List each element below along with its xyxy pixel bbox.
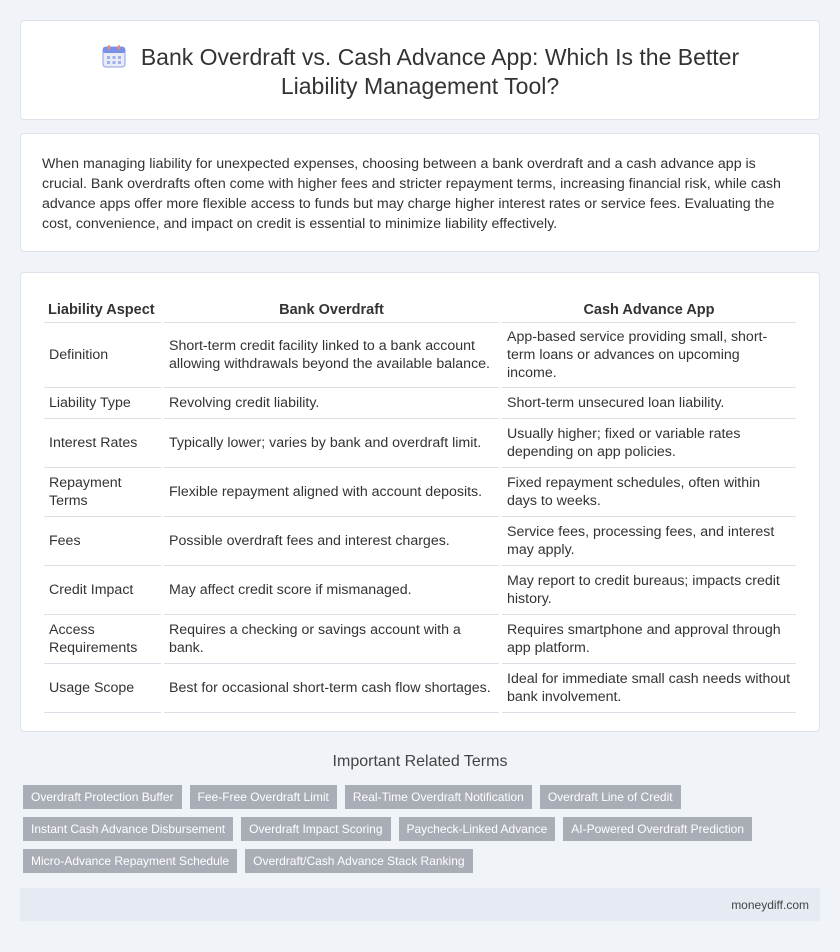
calendar-icon xyxy=(101,43,127,69)
tag-paycheck-linked-advance[interactable]: Paycheck-Linked Advance xyxy=(399,817,556,841)
footer-site[interactable]: moneydiff.com xyxy=(731,898,809,912)
row-bank-overdraft: Short-term credit facility linked to a bank account allowing withdrawals beyond the available balance. xyxy=(164,323,499,388)
row-bank-overdraft: Best for occasional short-term cash flow shortages. xyxy=(164,664,499,713)
tag-instant-cash-advance-disbursement[interactable]: Instant Cash Advance Disbursement xyxy=(23,817,233,841)
row-cash-advance-app: May report to credit bureaus; impacts credit history. xyxy=(502,566,796,615)
tag-overdraft-line-of-credit[interactable]: Overdraft Line of Credit xyxy=(540,785,681,809)
tag-row xyxy=(23,785,803,809)
table-header-row xyxy=(44,293,796,323)
related-terms-tags xyxy=(23,785,803,881)
related-terms-title: Important Related Terms xyxy=(332,753,508,770)
row-aspect: Definition xyxy=(44,323,161,388)
header-bank-overdraft: Bank Overdraft xyxy=(164,293,499,323)
comparison-table xyxy=(41,293,799,713)
row-bank-overdraft: Flexible repayment aligned with account deposits. xyxy=(164,468,499,517)
table-row xyxy=(44,517,796,566)
tag-overdraft-cash-advance-stack-ranking[interactable]: Overdraft/Cash Advance Stack Ranking xyxy=(245,849,472,873)
row-cash-advance-app: Requires smartphone and approval through app platform. xyxy=(502,615,796,664)
comparison-table-card xyxy=(20,272,820,732)
row-bank-overdraft: Revolving credit liability. xyxy=(164,388,499,419)
table-row xyxy=(44,323,796,388)
tag-row xyxy=(23,849,803,873)
tag-ai-powered-overdraft-prediction[interactable]: AI-Powered Overdraft Prediction xyxy=(563,817,752,841)
row-bank-overdraft: Requires a checking or savings account with a bank. xyxy=(164,615,499,664)
row-aspect: Access Requirements xyxy=(44,615,161,664)
tag-micro-advance-repayment-schedule[interactable]: Micro-Advance Repayment Schedule xyxy=(23,849,237,873)
row-aspect: Fees xyxy=(44,517,161,566)
table-row xyxy=(44,664,796,713)
tag-row xyxy=(23,817,803,841)
page-title-container xyxy=(21,43,819,101)
row-aspect: Liability Type xyxy=(44,388,161,419)
row-cash-advance-app: Fixed repayment schedules, often within days to weeks. xyxy=(502,468,796,517)
row-cash-advance-app: Short-term unsecured loan liability. xyxy=(502,388,796,419)
table-row xyxy=(44,419,796,468)
row-cash-advance-app: Service fees, processing fees, and interest may apply. xyxy=(502,517,796,566)
row-cash-advance-app: Ideal for immediate small cash needs without bank involvement. xyxy=(502,664,796,713)
header-liability-aspect: Liability Aspect xyxy=(44,293,161,323)
row-bank-overdraft: Possible overdraft fees and interest charges. xyxy=(164,517,499,566)
row-aspect: Interest Rates xyxy=(44,419,161,468)
header-cash-advance-app: Cash Advance App xyxy=(502,293,796,323)
row-cash-advance-app: Usually higher; fixed or variable rates depending on app policies. xyxy=(502,419,796,468)
table-row xyxy=(44,566,796,615)
tag-overdraft-protection-buffer[interactable]: Overdraft Protection Buffer xyxy=(23,785,182,809)
row-bank-overdraft: Typically lower; varies by bank and overdraft limit. xyxy=(164,419,499,468)
row-aspect: Repayment Terms xyxy=(44,468,161,517)
tag-real-time-overdraft-notification[interactable]: Real-Time Overdraft Notification xyxy=(345,785,532,809)
row-cash-advance-app: App-based service providing small, short-term loans or advances on upcoming income. xyxy=(502,323,796,388)
row-aspect: Credit Impact xyxy=(44,566,161,615)
table-row xyxy=(44,468,796,517)
page-title: Bank Overdraft vs. Cash Advance App: Which Is the Better Liability Management Tool? xyxy=(140,44,740,99)
intro-card xyxy=(20,133,820,252)
table-row xyxy=(44,388,796,419)
table-row xyxy=(44,615,796,664)
tag-fee-free-overdraft-limit[interactable]: Fee-Free Overdraft Limit xyxy=(190,785,337,809)
row-aspect: Usage Scope xyxy=(44,664,161,713)
row-bank-overdraft: May affect credit score if mismanaged. xyxy=(164,566,499,615)
tag-overdraft-impact-scoring[interactable]: Overdraft Impact Scoring xyxy=(241,817,390,841)
intro-paragraph: When managing liability for unexpected expenses, choosing between a bank overdraft and a cash advance app is crucial. Bank overdrafts often come with higher fees and stricter repayment terms, increasing financial risk, while cash advance apps offer more flexible access to funds but may charge higher interest rates or service fees. Evaluating the cost, convenience, and impact on credit is essential to minimize liability effectively. xyxy=(42,156,781,232)
footer xyxy=(20,888,820,921)
title-card xyxy=(20,20,820,120)
